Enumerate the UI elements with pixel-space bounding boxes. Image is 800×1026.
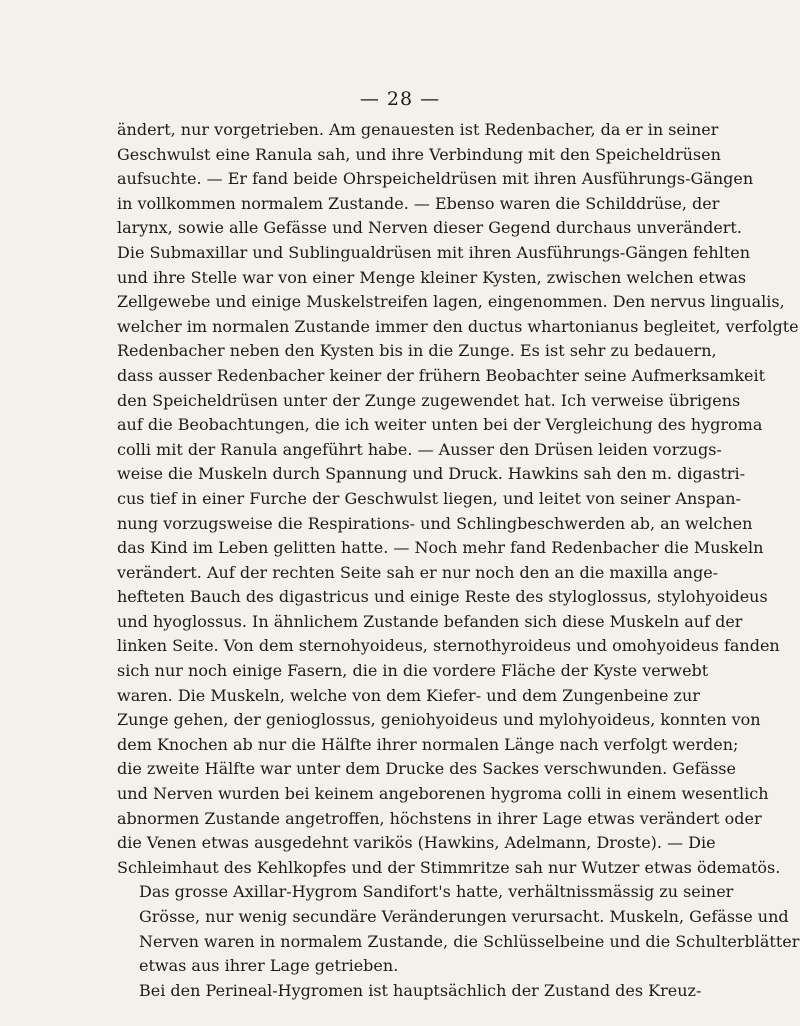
text-line: nung vorzugsweise die Respirations- und Schlingbeschwerden ab, an welchen: [117, 513, 753, 533]
text-line: dem Knochen ab nur die Hälfte ihrer normalen Länge nach verfolgt werden;: [117, 734, 739, 754]
text-line: den Speicheldrüsen unter der Zunge zugewendet hat. Ich verweise übrigens: [117, 390, 741, 410]
text-line: welcher im normalen Zustande immer den ductus whartonianus begleitet, verfolgte: [117, 316, 799, 336]
text-line: Redenbacher neben den Kysten bis in die Zunge. Es ist sehr zu bedauern,: [117, 341, 717, 361]
text-line: weise die Muskeln durch Spannung und Druck. Hawkins sah den m. digastri-: [117, 464, 746, 484]
text-line: und hyoglossus. In ähnlichem Zustande befanden sich diese Muskeln auf der: [117, 611, 743, 631]
text-line: dass ausser Redenbacher keiner der frühern Beobachter seine Aufmerksamkeit: [117, 365, 766, 385]
text-line: cus tief in einer Furche der Geschwulst liegen, und leitet von seiner Anspan-: [117, 488, 741, 508]
paragraph-2: [117, 880, 800, 978]
text-line: Das grosse Axillar-Hygrom Sandifort's hatte, verhältnissmässig zu seiner: [139, 882, 734, 902]
text-line: Bei den Perineal-Hygromen ist hauptsächlich der Zustand des Kreuz-: [139, 980, 702, 1000]
text-line: Zellgewebe und einige Muskelstreifen lagen, eingenommen. Den nervus lingualis,: [117, 292, 785, 312]
text-line: waren. Die Muskeln, welche von dem Kiefer- und dem Zungenbeine zur: [117, 685, 700, 705]
body-text: [117, 118, 800, 1003]
text-line: sich nur noch einige Fasern, die in die vordere Fläche der Kyste verwebt: [117, 661, 709, 681]
text-line: linken Seite. Von dem sternohyoideus, sternothyroideus und omohyoideus fanden: [117, 636, 780, 656]
text-line: Grösse, nur wenig secundäre Veränderungen verursacht. Muskeln, Gefässe und: [139, 907, 789, 926]
text-line: verändert. Auf der rechten Seite sah er nur noch den an die maxilla ange-: [117, 562, 719, 582]
text-line: die zweite Hälfte war unter dem Drucke des Sackes verschwunden. Gefässe: [117, 759, 736, 779]
text-line: colli mit der Ranula angeführt habe. — Ausser den Drüsen leiden vorzugs-: [117, 439, 722, 459]
text-line: ändert, nur vorgetrieben. Am genauesten ist Redenbacher, da er in seiner: [117, 120, 719, 139]
text-line: Nerven waren in normalem Zustande, die Schlüsselbeine und die Schulterblätter: [139, 931, 800, 951]
text-line: hefteten Bauch des digastricus und einige Reste des styloglossus, stylohyoideus: [117, 587, 768, 607]
paragraph-1: [117, 118, 799, 880]
text-line: in vollkommen normalem Zustande. — Ebenso waren die Schilddrüse, der: [117, 193, 720, 213]
text-line: Schleimhaut des Kehlkopfes und der Stimmritze sah nur Wutzer etwas ödematös.: [117, 857, 781, 877]
text-line: larynx, sowie alle Gefässe und Nerven dieser Gegend durchaus unverändert.: [117, 218, 742, 238]
text-line: und ihre Stelle war von einer Menge kleiner Kysten, zwischen welchen etwas: [117, 267, 747, 287]
page-number: — 28 —: [359, 88, 441, 110]
text-line: aufsuchte. — Er fand beide Ohrspeicheldrüsen mit ihren Ausführungs-Gängen: [117, 169, 754, 189]
text-line: und Nerven wurden bei keinem angeborenen hygroma colli in einem wesentlich: [117, 784, 769, 804]
text-line: die Venen etwas ausgedehnt varikös (Hawkins, Adelmann, Droste). — Die: [117, 833, 716, 853]
text-line: etwas aus ihrer Lage getrieben.: [139, 956, 399, 976]
text-line: das Kind im Leben gelitten hatte. — Noch mehr fand Redenbacher die Muskeln: [117, 538, 764, 558]
text-line: Zunge gehen, der genioglossus, geniohyoideus und mylohyoideus, konnten von: [117, 710, 761, 730]
text-line: Geschwulst eine Ranula sah, und ihre Verbindung mit den Speicheldrüsen: [117, 144, 721, 164]
text-line: auf die Beobachtungen, die ich weiter unten bei der Vergleichung des hygroma: [117, 415, 763, 435]
text-line: Die Submaxillar und Sublingualdrüsen mit ihren Ausführungs-Gängen fehlten: [117, 242, 751, 262]
text-line: abnormen Zustande angetroffen, höchstens in ihrer Lage etwas verändert oder: [117, 808, 762, 828]
paragraph-3: [117, 979, 720, 1004]
